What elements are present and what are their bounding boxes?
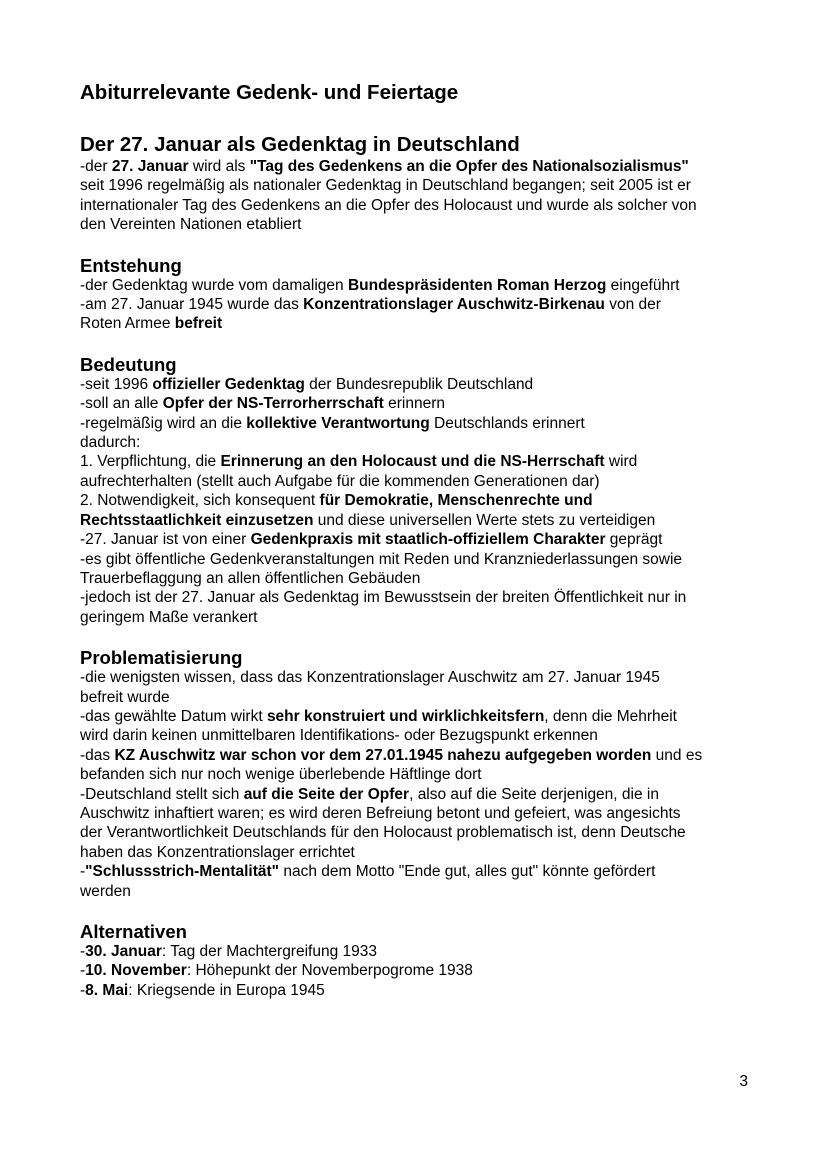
- bold-text: Opfer der NS-Terrorherrschaft: [162, 395, 384, 413]
- text-line: [80, 196, 760, 215]
- text-line: [80, 452, 760, 471]
- text-run: haben das Konzentrationslager errichtet: [80, 843, 355, 861]
- text-run: , also auf die Seite derjenigen, die in: [409, 785, 659, 803]
- text-line: [80, 433, 760, 452]
- text-run: Auschwitz inhaftiert waren; es wird deren Befreiung betont und gefeiert, was angesichts: [80, 804, 681, 822]
- text-run: befreit wurde: [80, 688, 170, 706]
- text-run: -jedoch ist der 27. Januar als Gedenktag im Bewusstsein der breiten Öffentlichkeit nur in: [80, 589, 687, 607]
- sections-container: [80, 235, 760, 1001]
- bold-text: für Demokratie, Menschenrechte und: [319, 492, 593, 510]
- text-line: [80, 588, 760, 607]
- section-heading: Bedeutung: [80, 353, 177, 375]
- text-run: -das: [80, 746, 115, 764]
- text-line: [80, 746, 760, 765]
- text-run: der Verantwortlichkeit Deutschlands für den Holocaust problematisch ist, denn Deutsche: [80, 824, 686, 842]
- bold-text: befreit: [174, 315, 223, 333]
- text-run: -der: [80, 158, 112, 175]
- bold-text: Konzentrationslager Auschwitz-Birkenau: [303, 296, 605, 314]
- bold-text: sehr konstruiert und wirklichkeitsfern: [266, 707, 545, 725]
- bold-text: auf die Seite der Opfer: [243, 785, 410, 803]
- text-run: befanden sich nur noch wenige überlebende Häftlinge dort: [80, 766, 482, 784]
- intro-paragraph: [80, 157, 760, 235]
- text-line: [80, 157, 760, 176]
- text-run: , denn die Mehrheit: [544, 707, 677, 725]
- text-run: -: [80, 863, 86, 881]
- text-run: -: [80, 943, 86, 960]
- text-run: werden: [80, 882, 131, 900]
- text-run: von der: [604, 296, 661, 314]
- text-line: [80, 375, 760, 394]
- bold-text: "Tag des Gedenkens an die Opfer des Nationalsozialismus": [249, 158, 689, 175]
- text-run: -27. Januar ist von einer: [80, 531, 251, 549]
- text-line: [80, 823, 760, 842]
- text-line: [80, 569, 760, 588]
- text-run: -: [80, 981, 86, 999]
- section-heading: Alternativen: [80, 921, 187, 942]
- text-line: [80, 785, 760, 804]
- text-line: [80, 314, 760, 333]
- text-run: eingeführt: [606, 276, 680, 294]
- text-line: [80, 295, 760, 314]
- main-heading: Der 27. Januar als Gedenktag in Deutschland: [80, 133, 520, 156]
- section-alternativen: [80, 921, 760, 1000]
- bold-text: 8. Mai: [85, 981, 129, 999]
- text-run: wird als: [188, 158, 250, 175]
- text-line: [80, 707, 760, 726]
- text-run: -soll an alle: [80, 395, 163, 413]
- text-run: -das gewählte Datum wirkt: [80, 707, 267, 725]
- text-run: erinnern: [383, 395, 445, 413]
- document-page: [80, 80, 760, 1000]
- bold-text: 27. Januar: [111, 158, 189, 175]
- text-run: 2. Notwendigkeit, sich konsequent: [80, 492, 320, 510]
- page-number: 3: [739, 1073, 748, 1090]
- bold-text: 30. Januar: [85, 943, 162, 960]
- section-bedeutung: [80, 354, 760, 627]
- text-run: -am 27. Januar 1945 wurde das: [80, 296, 304, 314]
- text-run: -es gibt öffentliche Gedenkveranstaltungen mit Reden und Kranzniederlassungen sowie: [80, 550, 683, 568]
- bold-text: Gedenkpraxis mit staatlich-offiziellem Charakter: [250, 531, 606, 549]
- text-run: der Bundesrepublik Deutschland: [304, 375, 534, 393]
- text-line: [80, 550, 760, 569]
- text-line: [80, 942, 760, 961]
- text-line: [80, 882, 760, 901]
- text-line: [80, 215, 760, 234]
- text-line: [80, 843, 760, 862]
- bold-text: Bundespräsidenten Roman Herzog: [347, 276, 607, 294]
- text-run: nach dem Motto "Ende gut, alles gut" könnte gefördert: [279, 863, 656, 881]
- text-run: geprägt: [605, 531, 663, 549]
- text-line: [80, 472, 760, 491]
- text-line: [80, 530, 760, 549]
- bold-text: 10. November: [85, 962, 187, 980]
- bold-text: Erinnerung an den Holocaust und die NS-Herrschaft: [220, 453, 605, 471]
- text-line: [80, 414, 760, 433]
- document-title: Abiturrelevante Gedenk- und Feiertage: [80, 81, 459, 104]
- text-run: : Tag der Machtergreifung 1933: [161, 943, 377, 960]
- text-run: 1. Verpflichtung, die: [80, 453, 221, 471]
- text-run: aufrechterhalten (stellt auch Aufgabe für die kommenden Generationen dar): [80, 472, 600, 490]
- text-line: [80, 804, 760, 823]
- text-line: [80, 726, 760, 745]
- text-run: : Kriegsende in Europa 1945: [128, 981, 325, 999]
- bold-text: Rechtsstaatlichkeit einzusetzen: [80, 511, 314, 529]
- bold-text: offizieller Gedenktag: [152, 375, 305, 393]
- section-heading: Problematisierung: [80, 647, 243, 669]
- text-run: und diese universellen Werte stets zu verteidigen: [313, 511, 656, 529]
- text-line: [80, 765, 760, 784]
- text-run: den Vereinten Nationen etabliert: [80, 216, 302, 234]
- text-run: internationaler Tag des Gedenkens an die Opfer des Holocaust und wurde als solcher von: [80, 196, 697, 214]
- bold-text: KZ Auschwitz war schon vor dem 27.01.1945 nahezu aufgegeben worden: [114, 746, 652, 764]
- text-run: -regelmäßig wird an die: [80, 414, 247, 432]
- text-line: [80, 981, 760, 1000]
- text-line: [80, 688, 760, 707]
- text-line: [80, 862, 760, 881]
- text-run: -Deutschland stellt sich: [80, 785, 244, 803]
- text-run: -der Gedenktag wurde vom damaligen: [80, 276, 348, 294]
- bold-text: kollektive Verantwortung: [246, 414, 430, 432]
- section-heading: Entstehung: [80, 254, 182, 276]
- text-run: Trauerbeflaggung an allen öffentlichen Gebäuden: [80, 569, 421, 587]
- text-run: : Höhepunkt der Novemberpogrome 1938: [186, 962, 473, 980]
- section-entstehung: [80, 255, 760, 334]
- text-line: [80, 491, 760, 510]
- text-line: [80, 276, 760, 295]
- text-line: [80, 961, 760, 980]
- text-run: und es: [651, 746, 703, 764]
- section-problematisierung: [80, 647, 760, 901]
- text-line: [80, 394, 760, 413]
- text-run: -seit 1996: [80, 375, 153, 393]
- bold-text: "Schlussstrich-Mentalität": [85, 863, 280, 881]
- text-run: seit 1996 regelmäßig als nationaler Gedenktag in Deutschland begangen; seit 2005 ist er: [80, 177, 691, 195]
- text-run: Deutschlands erinnert: [429, 414, 585, 432]
- text-run: wird: [604, 453, 638, 471]
- text-line: [80, 608, 760, 627]
- text-run: -: [80, 962, 86, 980]
- text-run: dadurch:: [80, 434, 141, 452]
- text-line: [80, 668, 760, 687]
- text-line: [80, 176, 760, 195]
- text-run: geringem Maße verankert: [80, 608, 258, 626]
- text-run: Roten Armee: [80, 315, 175, 333]
- text-run: wird darin keinen unmittelbaren Identifikations- oder Bezugspunkt erkennen: [80, 727, 598, 745]
- text-run: -die wenigsten wissen, dass das Konzentrationslager Auschwitz am 27. Januar 1945: [80, 669, 660, 687]
- text-line: [80, 511, 760, 530]
